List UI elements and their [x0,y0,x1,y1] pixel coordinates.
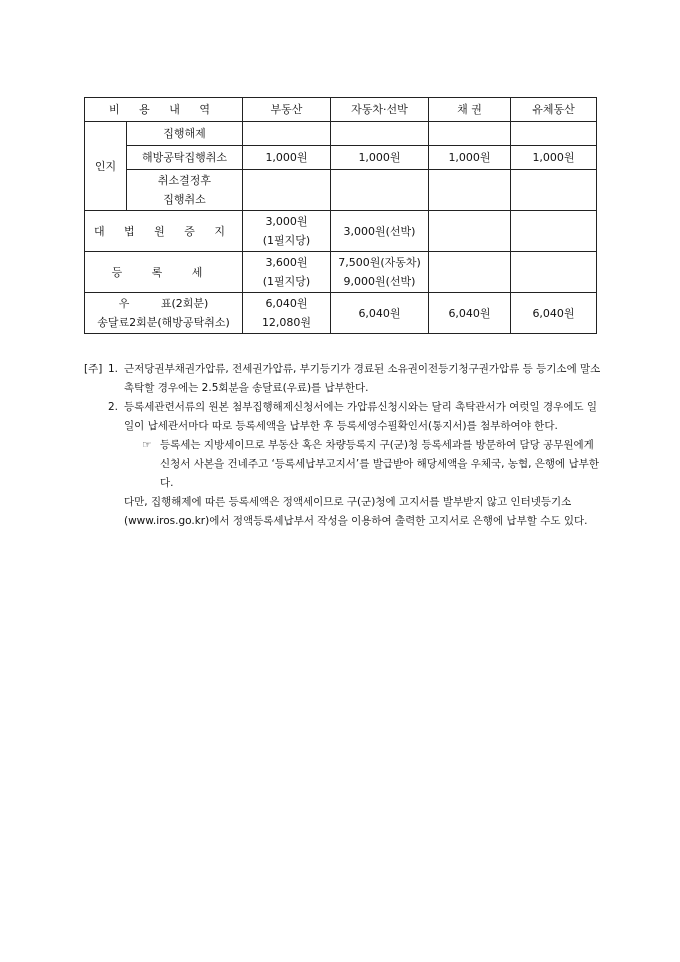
cell-line: 3,000원(선박) [343,224,416,238]
hand-note-text: 등록세는 지방세이므로 부동산 혹은 차량등록지 구(군)청 등록세과를 방문하여 담당 공무원에게 신청서 사본을 건네주고 ‘등록세납부고지서’를 발급받아 해당세액을 우체국, 농협, 은행에 납부한다. [160,439,599,489]
registration-label: 등 록 세 [85,252,243,293]
cell [243,170,331,211]
cell [331,122,429,146]
table-row [85,170,597,211]
cell-line: 7,500원(자동차) [338,256,421,269]
cell [429,252,511,293]
postage-label-line: 우 표(2회분) [118,297,209,310]
table-row [85,252,597,293]
cell-line: 9,000원(선박) [343,275,416,288]
cell [243,293,331,334]
cell [429,211,511,252]
inji-label: 인지 [85,122,127,211]
cell [243,211,331,252]
header-bond: 채 권 [429,98,511,122]
note-tail-text: 다만, 집행해제에 따른 등록세액은 정액세이므로 구(군)청에 고지서를 발부받지 않고 인터넷등기소(www.iros.go.kr)에서 정액등록세납부서 작성을 이용하여 출력한 고지서로 은행에 납부할 수도 있다. [124,496,588,527]
cell-line: (1필지당) [262,234,311,247]
postage-label-line: 송달료2회분(해방공탁취소) [97,316,230,329]
hand-note [142,436,604,493]
note-number: 1. [108,363,119,375]
cell [331,170,429,211]
note-item-1 [84,360,604,398]
cell: 6,040원 [429,293,511,334]
cell [511,211,597,252]
cell: 6,040원 [331,293,429,334]
note-text: 등록세관련서류의 원본 첨부집행해제신청서에는 가압류신청시와는 달리 촉탁관서가 여럿일 경우에도 일일이 납세관서마다 따로 등록세액을 납부한 후 등록세영수필확인서(통지서)를 첨부하여야 한다. [124,401,597,432]
postage-label [85,293,243,334]
note-number: 2. [108,401,119,413]
table-header-row [85,98,597,122]
header-realty: 부동산 [243,98,331,122]
cell [511,170,597,211]
cell [429,170,511,211]
row-label: 집행해제 [127,122,243,146]
table-row [85,146,597,170]
cell: 1,000원 [511,146,597,170]
cell [511,122,597,146]
cell: 1,000원 [429,146,511,170]
fee-table [84,97,597,334]
note-hand-block [84,436,604,493]
row-label-line: 취소결정후 [157,174,212,187]
cell [331,211,429,252]
cell: 1,000원 [243,146,331,170]
cell [243,122,331,146]
header-vehicle-ship: 자동차·선박 [331,98,429,122]
cell-line: 12,080원 [261,316,312,329]
table-row [85,122,597,146]
header-movable: 유체동산 [511,98,597,122]
cell [331,252,429,293]
table-row [85,293,597,334]
cell [511,252,597,293]
notes-section [84,360,604,531]
cell: 6,040원 [511,293,597,334]
cell-line: 6,040원 [265,297,308,310]
daebeop-label: 대 법 원 증 지 [85,211,243,252]
cell [243,252,331,293]
cell-line: 3,000원 [265,215,308,228]
row-label [127,170,243,211]
cell [429,122,511,146]
table-row [85,211,597,252]
note-tail [84,493,604,531]
notes-tag: [주] [84,363,103,375]
pointing-hand-icon: ☞ [142,439,152,451]
row-label: 해방공탁집행취소 [127,146,243,170]
cell: 1,000원 [331,146,429,170]
row-label-line: 집행취소 [163,193,206,206]
note-item-2 [84,398,604,436]
note-text: 근저당권부채권가압류, 전세권가압류, 부기등기가 경료된 소유권이전등기청구권가압류 등 등기소에 말소 촉탁할 경우에는 2.5회분을 송달료(우료)를 납부한다. [124,363,601,394]
cell-line: 3,600원 [265,256,308,269]
header-cost-item: 비 용 내 역 [85,98,243,122]
cell-line: (1필지당) [262,275,311,288]
